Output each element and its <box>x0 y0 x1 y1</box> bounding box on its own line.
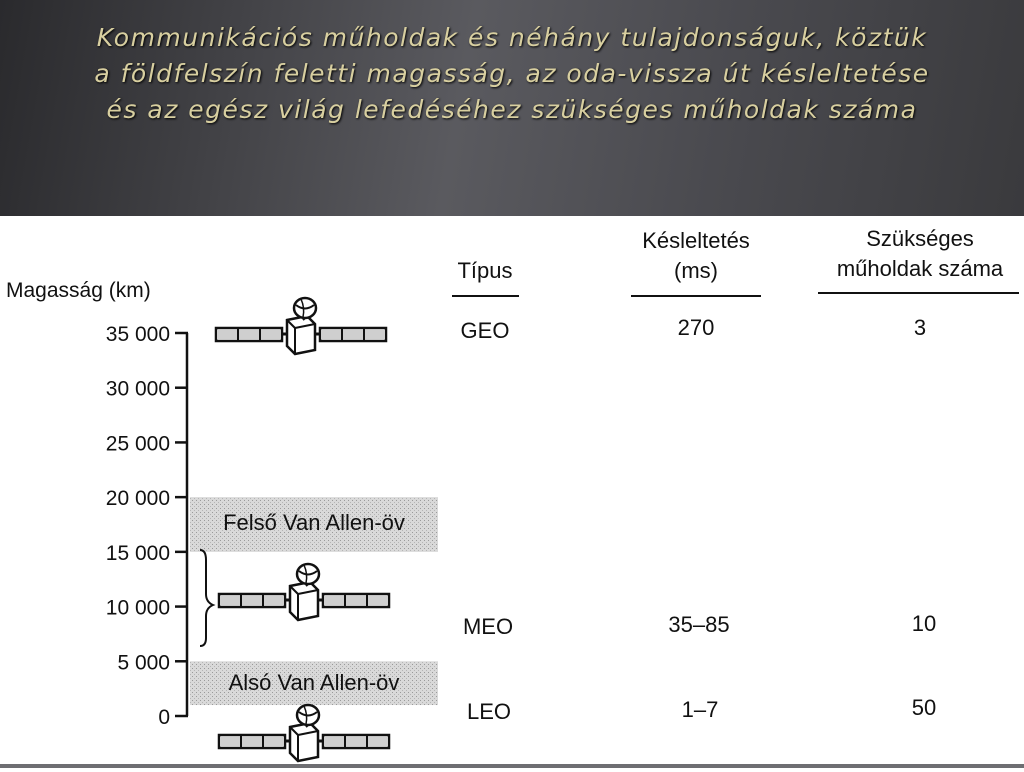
type-header: Típus <box>457 258 513 283</box>
count-header-line2: műholdak száma <box>836 256 1004 281</box>
meo-bracket <box>200 550 213 646</box>
axis-tick-label: 15 000 <box>105 541 170 565</box>
meo-count: 10 <box>911 611 937 636</box>
meo-type: MEO <box>462 614 514 639</box>
geo-delay: 270 <box>677 315 715 340</box>
meo-satellite-icon <box>219 564 389 620</box>
axis-tick-label: 10 000 <box>105 596 170 620</box>
axis-tick-label: 0 <box>158 706 170 729</box>
slide-title <box>40 20 984 128</box>
leo-satellite-icon <box>219 705 389 761</box>
leo-delay: 1–7 <box>681 697 719 722</box>
count-header-line1: Szükséges <box>866 226 974 251</box>
title-line-1: Kommunikációs műholdak és néhány tulajdonságuk, köztük <box>96 23 928 52</box>
axis-tick-label: 20 000 <box>105 487 170 511</box>
meo-delay: 35–85 <box>668 612 730 637</box>
geo-type: GEO <box>460 318 510 343</box>
title-line-3: és az egész világ lefedéséhez szükséges műholdak száma <box>106 95 918 124</box>
lower-belt-label: Alsó Van Allen-öv <box>228 670 400 695</box>
slide-header <box>0 0 1024 216</box>
slide-bottom-bar <box>0 764 1024 768</box>
axis-ticks <box>106 323 188 729</box>
axis-tick-label: 35 000 <box>105 323 170 346</box>
axis-tick-label: 30 000 <box>105 377 170 401</box>
leo-type: LEO <box>466 699 512 724</box>
leo-count: 50 <box>911 695 937 720</box>
geo-count: 3 <box>913 315 927 340</box>
axis-tick-label: 5 000 <box>117 651 170 675</box>
satellite-figure <box>0 216 1024 768</box>
axis-label: Magasság (km) <box>6 279 151 302</box>
title-line-2: a földfelszín feletti magasság, az oda-vissza út késleltetése <box>94 59 930 88</box>
geo-satellite-icon <box>216 298 386 354</box>
upper-belt-label: Felső Van Allen-öv <box>223 510 405 535</box>
axis-tick-label: 25 000 <box>105 432 170 456</box>
figure-canvas <box>0 216 1024 768</box>
delay-header-line2: (ms) <box>674 258 718 283</box>
delay-header-line1: Késleltetés <box>642 228 750 253</box>
